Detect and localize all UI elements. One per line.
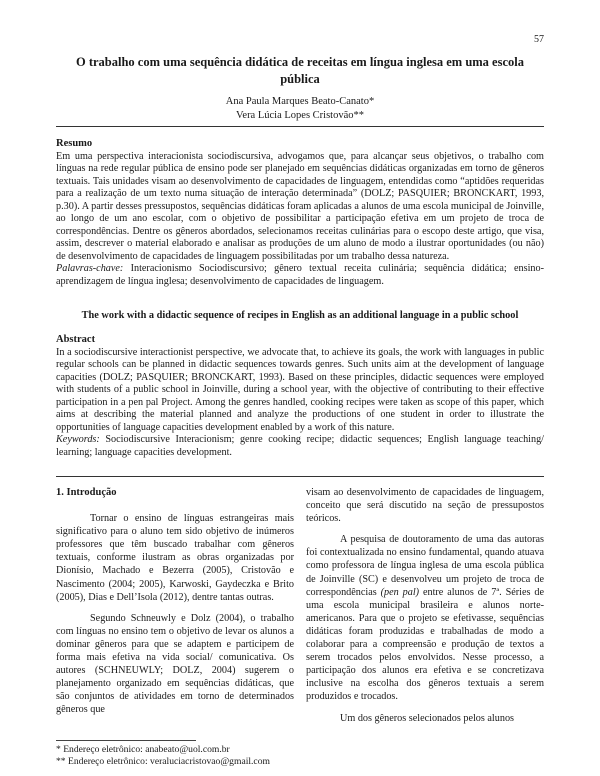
intro-paragraph-3: visam ao desenvolvimento de capacidades de linguagem, conceito que será discutido na seção de pressupostos teóricos. [306, 487, 544, 525]
abstract-keywords-text: Sociodiscursive Interacionism; genre cooking recipe; didactic sequences; English language teaching/ learning; language capacities development. [56, 434, 545, 458]
intro-paragraph-4-emphasis: (pen pal) [380, 586, 420, 598]
abstract-keywords-label: Keywords: [56, 434, 100, 445]
abstract-block [56, 334, 544, 459]
resumo-heading: Resumo [56, 138, 93, 149]
right-column [306, 486, 544, 725]
resumo-body: Em uma perspectiva interacionista sociodiscursiva, advogamos que, para alcançar seus objetivos, o trabalho com línguas na rede regular pública de ensino pode ser planejado em sequências didáticas organizadas em torno de gêneros textuais. Tais unidades visam ao desenvolvimento de capacidades de linguagem, entendidas como “aptidões requeridas para a realização de um texto numa situação de interação determinada” (DOLZ; PASQUIER; BRONCKART, 1993, p.30). A partir desses pressupostos, sequências didáticas foram aplicadas a alunos de uma escola municipal de Joinville, ao longo de um ano escolar, com o objetivo de possibilitar a participação efetiva em um projeto de troca de correspondências. Dentre os gêneros abordados, selecionamos receitas culinárias para o escopo deste artigo, que visa, assim, descrever o material elaborado e analisar as produções de um aluno de modo a ilustrar oportunidades (ou não) de desenvolvimento de capacidades de linguagem possibilitadas por um trabalho dessa natureza. [56, 150, 544, 262]
intro-paragraph-4-b: entre alunos de 7ª. Séries de uma escola municipal brasileira e alunos norte-americanos. Para que o projeto se efetivasse, sequências didáticas foram produzidas e trabalhadas de modo a colaborar para a compreensão e produção de textos a serem trocados pelos envolvidos. Nesse processo, a participação dos alunos era efetiva e se concretizava inclusive na escolha dos gêneros textuais a serem produzidos e trocados. [306, 586, 545, 703]
abstract-heading: Abstract [56, 334, 96, 345]
intro-paragraph-2: Segundo Schneuwly e Dolz (2004), o trabalho com línguas no ensino tem o objetivo de levar os alunos a dominar gêneros para que se adaptem e participem de forma mais efetiva na vida social/ comunicativa. Os autores (SCHNEUWLY; DOLZ, 2004) sugerem o planejamento organizado em sequências didáticas, que são conjuntos de atividades em torno de determinados gêneros que [56, 612, 294, 716]
resumo-block [56, 138, 544, 288]
intro-paragraph-4 [306, 533, 544, 703]
resumo-keywords-label: Palavras-chave: [56, 263, 124, 274]
english-title: The work with a didactic sequence of recipes in English as an additional language in a public school [81, 310, 519, 321]
left-column [56, 486, 294, 717]
intro-paragraph-5: Um dos gêneros selecionados pelos alunos [340, 712, 515, 724]
header-rule [56, 126, 544, 127]
article-title: O trabalho com uma sequência didática de receitas em língua inglesa em uma escola pública [75, 55, 524, 86]
abstract-keywords [56, 434, 544, 459]
page-number: 57 [534, 34, 544, 45]
footnote-rule [56, 740, 196, 741]
author-1: Ana Paula Marques Beato-Canato* [225, 96, 375, 107]
resumo-keywords [56, 263, 544, 288]
abstract-rule [56, 476, 544, 477]
author-2: Vera Lúcia Lopes Cristovão** [235, 110, 364, 121]
resumo-keywords-text: Interacionismo Sociodiscursivo; gênero textual receita culinária; sequência didática; ensino-aprendizagem de língua inglesa; desenvolvimento de capacidades de linguagem. [56, 263, 544, 287]
section-heading: 1. Introdução [56, 487, 117, 498]
intro-paragraph-4-a: A pesquisa de doutoramento de uma das autoras foi contextualizada no ensino fundamental, quando atuava como professora de língua inglesa de uma escola pública de Joinville (SC) e desenvolveu um projeto de troca de correspondências [306, 534, 544, 598]
footnote-2: ** Endereço eletrônico: veraluciacristovao@gmail.com [56, 756, 270, 767]
abstract-body: In a sociodiscursive interactionist perspective, we advocate that, to achieve its goals, the work with languages in public regular schools can be planned in didactic sequences towards genres. Such units aim at the development of language capacities (DOLZ; PASQUIER; BRONCKART, 1993). Based on these principles, didactic sequences were employed with students of a public school in Joinville, during a school year, with the objective of contributing to their effective participation in a pen pal Project. Among the genres handled, cooking recipes were taken as scope of this paper, which aims at describing the material planned and analyze the productions of one student in order to illustrate the opportunities of language capacities development enabled by a work of this nature. [56, 346, 544, 433]
intro-paragraph-1: Tornar o ensino de línguas estrangeiras mais significativo para o aluno tem sido objetivo de inúmeros professores que têm buscado trabalhar com gêneros textuais, conforme ilustram as obras organizadas por Dionísio, Machado e Bezerra (2005), Cristovão e Nascimento (2004; 2005), Karwoski, Gaydeczka e Brito (2005), Dias e Dell’Isola (2012), dentre tantas outras. [56, 513, 294, 603]
footnote-1: * Endereço eletrônico: anabeato@uol.com.br [56, 744, 230, 755]
